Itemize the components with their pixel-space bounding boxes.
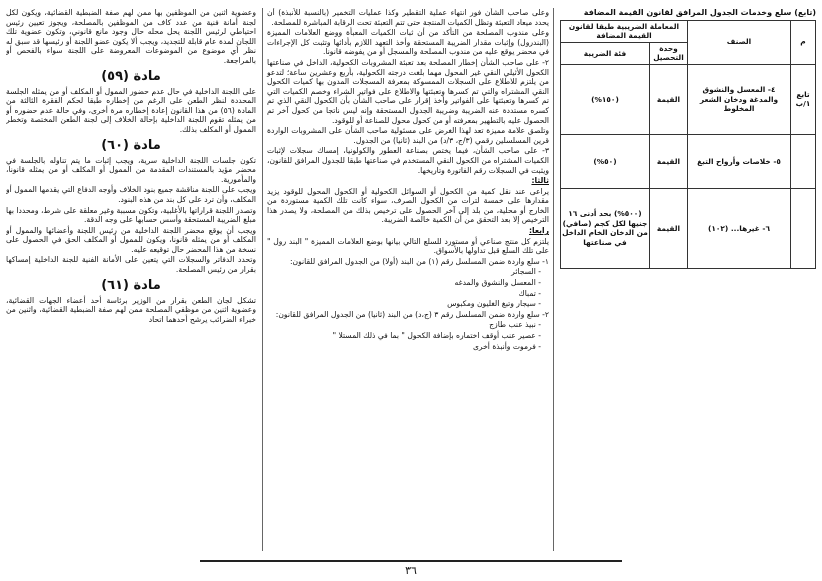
paragraph: تكون جلسات اللجنة الداخلية سرية، ويجب إثبات ما يتم تناوله بالجلسة في محضر مؤيد بالمستندات المقدمة من الممول أو المكلف أو من يمثله قانونا، والمأمورية. xyxy=(6,155,256,184)
list-item: - المعسل والنشوق والمدغه xyxy=(454,278,541,288)
header-treatment: المعاملة الضريبية طبقا لقانون القيمة المضافة xyxy=(561,20,688,42)
header-num: م xyxy=(791,20,816,64)
header-unit: وحدة التحصيل xyxy=(649,42,687,64)
article-heading: مادة (٦١) xyxy=(101,277,161,293)
row-rate: (٥٠%) xyxy=(561,134,650,188)
row-unit: القيمة xyxy=(649,188,687,268)
section-heading-third: ثالثا: xyxy=(531,176,549,186)
paragraph: وعلى صاحب الشأن فور انتهاء عملية التقطير وكذا عمليات التخمير (بالنسبة للأنبذة) أن يحدد ميعاد التعبئة وتظل الكميات المنتجة حتى تتم التعبئة تحت الرقابة المباشرة للمصلحة. xyxy=(267,8,549,27)
row-item: ٤- المعسل والنشوق والمدغة ودخان الشعر المخلوط xyxy=(688,64,791,134)
left-text-column xyxy=(6,8,256,551)
list-item: - السجائر xyxy=(511,267,541,277)
paragraph: تشكل لجان الطعن بقرار من الوزير برئاسة أحد أعضاء الجهات القضائية، وعضوية اثنين من موظفي المصلحة ممن لهم صفة الضبطية القضائية، واثنين من خبراء الضرائب يرشح أحدهما اتحاد xyxy=(6,295,256,324)
paragraph: ويجب أن يوقع محضر اللجنة الداخلية من رئيس اللجنة وأعضائها والممول أو المكلف أو من يمثله قانونا، ويكون للممول أو المكلف الحق في الحصول على نسخة من هذا المحضر حال توقيعه عليه. xyxy=(6,225,256,254)
section-heading-fourth: رابعا: xyxy=(528,226,549,236)
tax-schedule-table xyxy=(560,20,816,269)
paragraph: ٣- على صاحب الشأن، فيما يختص بصناعة العطور والكولونيا، إمساك سجلات لإثبات الكميات المشتراه من الكحول النقي المستخدم في صناعتها طبقا للجدول المرافق للقانون، ويثبت في السجلات رقم الفاتورة وتاريخها. xyxy=(267,146,549,175)
middle-text-column xyxy=(262,8,554,551)
article-heading: مادة (٥٩) xyxy=(101,68,161,84)
row-rate: (٥٠٠%) بحد أدنى ١٦ جنيها لكل كجم (صافي) من الدخان الخام الداخل في صناعتها xyxy=(561,188,650,268)
paragraph: ٢- سلع واردة ضمن المسلسل رقم ٣ (ج،د) من البند (ثانيا) من الجدول المرافق للقانون: xyxy=(275,309,549,319)
list-item: - فرموت وأنبذة أخرى xyxy=(472,341,541,351)
table-row xyxy=(561,134,816,188)
row-num: تابع ١/ب xyxy=(791,64,816,134)
header-item: الصنف xyxy=(688,20,791,64)
paragraph: على اللجنة الداخلية في حال عدم حضور الممول أو المكلف أو من يمثله الجلسة المحددة لنظر الطعن على الرغم من إخطاره طبقا لحكم الفقرة الثالثة من المادة (٥٦) من هذا القانون إعادة إخطاره مرة أخرى، وفي حالة عدم حضوره أو من يمثله تقوم اللجنة الداخلية بإحالة الخلاف إلى لجنة الطعن المختصة وتخطر الممول أو المكلف بذلك. xyxy=(6,86,256,134)
paragraph: ويجب على اللجنة مناقشة جميع بنود الخلاف وأوجه الدفاع التي يقدمها الممول أو المكلف، وأن ترد على كل بند من هذه البنود. xyxy=(6,185,256,204)
header-rate: فئة الضريبة xyxy=(561,42,650,64)
table-row xyxy=(561,188,816,268)
tax-table-column xyxy=(560,8,816,551)
table-caption: (تابع) سلع وخدمات الجدول المرافق لقانون القيمة المضافة xyxy=(583,8,816,17)
row-item: ٦- غيرها... (١٠٢) xyxy=(688,188,791,268)
row-num xyxy=(791,134,816,188)
row-rate: (١٥٠%) xyxy=(561,64,650,134)
list-item: - نبيذ عنب طازج xyxy=(489,320,541,330)
paragraph: وتصدر اللجنة قراراتها بالأغلبية، وتكون مسببة وغير معلقة على شرط، ومحددا بها مبلغ الضريبة المستحقة وأسس حسابها على وجه الدقة. xyxy=(6,205,256,225)
row-unit: القيمة xyxy=(649,134,687,188)
row-item: ٥- خلاصات وأرواح التبغ xyxy=(688,134,791,188)
paragraph: وتلصق علامة مميزة تعد لهذا الغرض على مسئولية صاحب الشأن على المشروبات الواردة قرين المسلسلين رقمي (٣/ج، ٣/د) من البند (ثانيا) من الجدول. xyxy=(267,126,549,145)
list-item: - عصير عنب أوقف اختماره بإضافة الكحول " بما في ذلك المستلا " xyxy=(332,331,541,340)
page-number: ٣٦ xyxy=(405,564,417,577)
paragraph: يلتزم كل منتج صناعي أو مستورد للسلع التالي بيانها بوضع العلامات المميزة " البند رول " على تلك السلع قبل تداولها بالأسواق. xyxy=(267,236,549,256)
table-row xyxy=(561,64,816,134)
paragraph: ٢- على صاحب الشأن إخطار المصلحة بعد تعبئة المشروبات الكحولية، الداخل في صناعتها الكحول الأثيلي النقي غير المحول مهما بلغت درجته الكحولية، بأربع وعشرين ساعة؛ لتدعو من يلتزم للاطلاع على السجلات الممسوكة بمعرفة المسجلات المدون بها كميات الكحول النقي المشتراه والتي تم كسرها وتعبئتها والاطلاع على فواتير الشراء وخصم الكميات التي تم كسرها وتعبئتها على الفواتير وأخذ إقرار على صاحب الشأن بأن الكحول النقي الذي تم كسره مستددة عنه الضريبة وضريبة الجدول المستحقة وإنه ليس ناتجا من كحول آخر تم الحصول عليه بالتطهير بمعرفته أو من كحول محول للصناعة أو للوقود. xyxy=(267,57,549,125)
paragraph: وعلى مندوب المصلحة من التأكد من أن ثبات الكميات المعبأة ووضع العلامات المميزة (البندرول) وإثبات مقدار الضريبة المستحقة وأخذ التعهد اللازم بأدائها وتثبت كل الإجراءات في محضر يوقع عليه من مندوب المصلحة والمسجل أو من يفوضه قانونا. xyxy=(267,28,549,57)
row-num xyxy=(791,188,816,268)
footer-rule xyxy=(200,560,622,562)
paragraph: وعضوية اثنين من الموظفين بها ممن لهم صفة الضبطية القضائية، ويكون لكل لجنة أمانة فنية من عدد كاف من الموظفين بالمصلحة، ويجوز تعيين رئيس احتياطي لرئيس اللجنة يحل محله حال وجود مانع قانوني، وتكون عضوية تلك اللجان لمدة عام قابلة للتجديد، ويجب ألا يكون عضو اللجنة أو رئيسها قد سبق له نظر أي موضوع من الموضوعات المعروضة على اللجنة سواء بالفحص أو بالمراجعة. xyxy=(6,8,256,65)
paragraph: وتحدد الدفاتر والسجلات التي يتعين على الأمانة الفنية للجنة الداخلية إمساكها بقرار من رئيس المصلحة. xyxy=(6,255,256,275)
row-unit: القيمة xyxy=(649,64,687,134)
page-footer xyxy=(0,564,822,577)
list-item: - تمباك xyxy=(518,288,541,298)
list-item: - سيجار وتبغ الغليون ومكبوس xyxy=(447,299,541,309)
paragraph: يراعى عند نقل كمية من الكحول أو السوائل الكحولية أو الكحول المحول للوقود يزيد مقدارها على خمسة لترات من الكحول الصرف، سواء كانت تلك الكمية مستوردة من الخارج أو محلية، من بلد إلى آخر الحصول على ترخيص بذلك من المصلحة، ولا يصدر هذا الترخيص إلا بعد التحقق من أن الكمية خالصة الضريبة. xyxy=(267,186,549,225)
table-header-row xyxy=(561,20,816,42)
paragraph: ١- سلع واردة ضمن المسلسل رقم (١) من البند (أولا) من الجدول المرافق للقانون: xyxy=(289,256,549,266)
article-heading: مادة (٦٠) xyxy=(101,137,161,153)
